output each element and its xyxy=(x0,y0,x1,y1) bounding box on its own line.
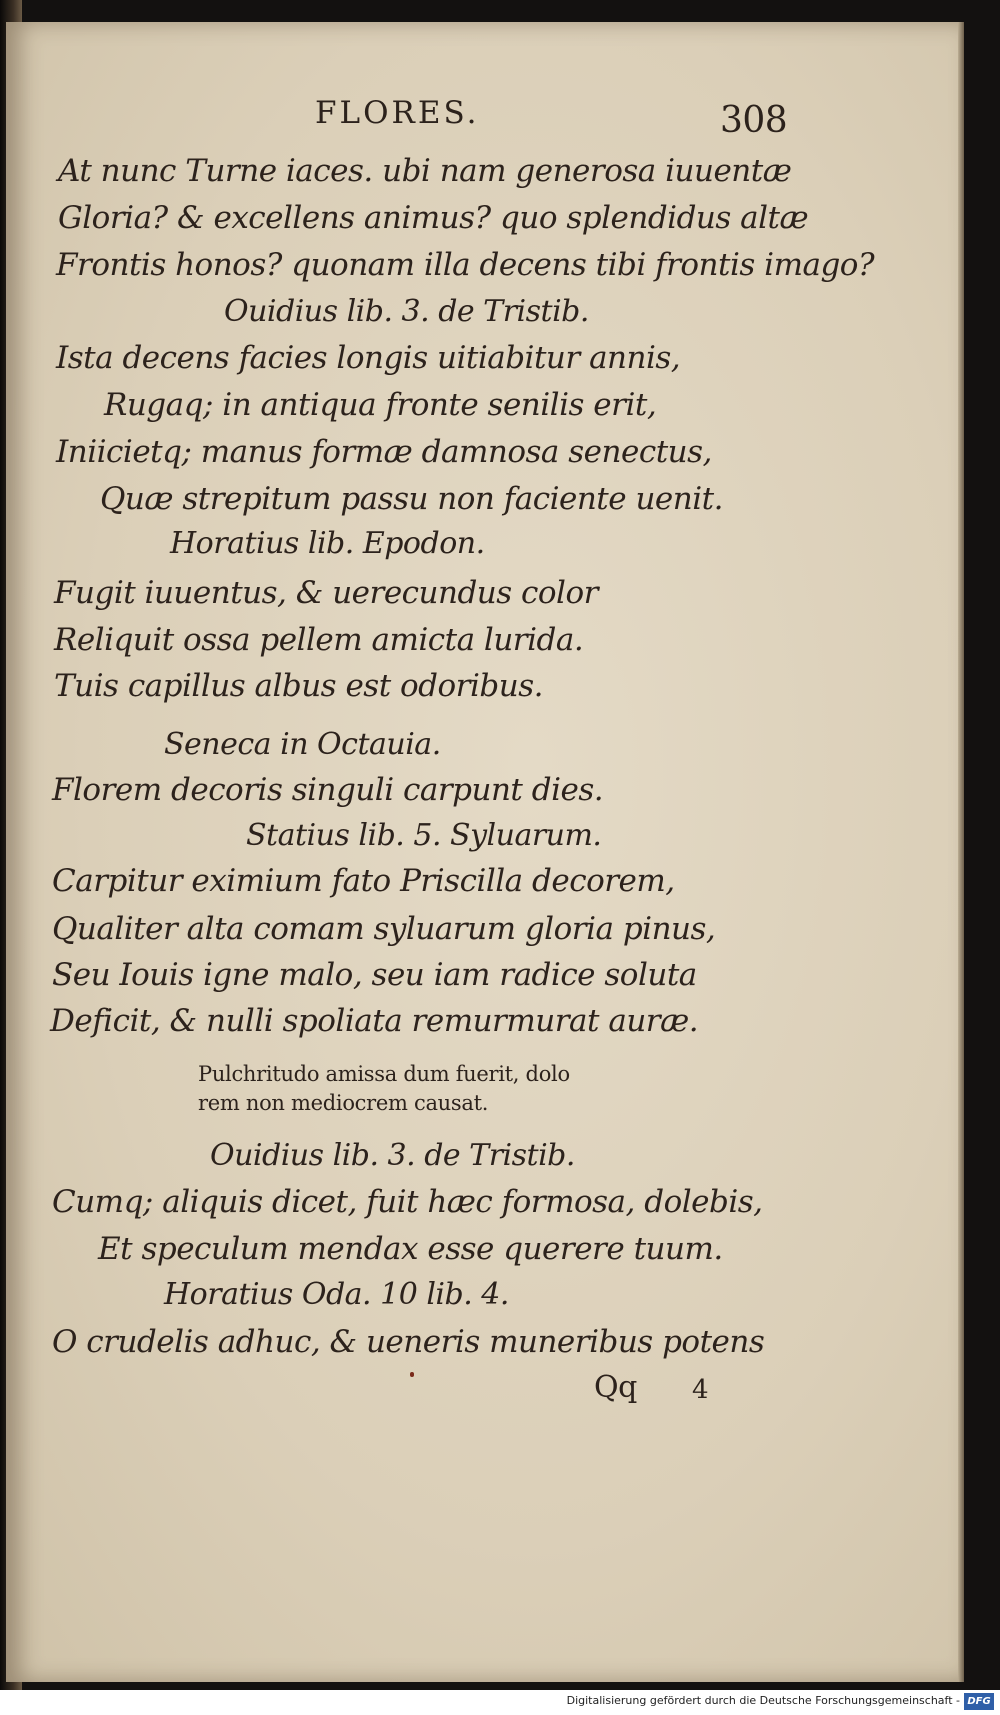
verse-line: Carpitur eximium fato Priscilla decorem, xyxy=(52,863,675,899)
verse-line: Reliquit ossa pellem amicta lurida. xyxy=(54,622,584,658)
source-citation: Statius lib. 5. Syluarum. xyxy=(246,818,602,853)
source-citation: Ouidius lib. 3. de Tristib. xyxy=(210,1138,575,1173)
dfg-logo: DFG xyxy=(964,1693,994,1710)
page-edge xyxy=(958,22,964,1682)
verse-line: Iniicietq; manus formæ damnosa senectus, xyxy=(56,434,712,470)
verse-line: Et speculum mendax esse querere tuum. xyxy=(98,1231,723,1267)
ink-mark xyxy=(410,1372,414,1377)
signature-number: 4 xyxy=(692,1375,709,1405)
verse-line: Florem decoris singuli carpunt dies. xyxy=(52,772,604,808)
page-number: 308 xyxy=(720,100,788,141)
running-head: FLORES. xyxy=(315,95,480,131)
verse-line: Fugit iuuentus, & uerecundus color xyxy=(54,575,598,611)
verse-line: Ista decens facies longis uitiabitur annis, xyxy=(56,340,681,376)
verse-line: Rugaq; in antiqua fronte senilis erit, xyxy=(104,387,657,423)
signature-mark: Qq xyxy=(594,1370,637,1405)
source-citation: Ouidius lib. 3. de Tristib. xyxy=(224,294,589,329)
verse-line: O crudelis adhuc, & ueneris muneribus potens xyxy=(52,1324,765,1360)
verse-line: Quæ strepitum passu non faciente uenit. xyxy=(100,481,723,517)
verse-line: Seu Iouis igne malo, seu iam radice soluta xyxy=(52,957,697,993)
verse-line: Gloria? & excellens animus? quo splendidus altæ xyxy=(58,200,809,236)
verse-line: At nunc Turne iaces. ubi nam generosa iuuentæ xyxy=(58,153,792,189)
verse-line: Deficit, & nulli spoliata remurmurat auræ. xyxy=(50,1003,699,1039)
source-citation: Horatius lib. Epodon. xyxy=(170,526,485,561)
funding-notice: Digitalisierung gefördert durch die Deutsche Forschungsgemeinschaft - xyxy=(566,1694,960,1707)
verse-line: Frontis honos? quonam illa decens tibi frontis imago? xyxy=(56,247,875,283)
footer-bar xyxy=(0,1690,1000,1715)
verse-line: Qualiter alta comam syluarum gloria pinus, xyxy=(52,911,716,947)
source-citation: Seneca in Octauia. xyxy=(164,727,441,762)
marginal-note: rem non mediocrem causat. xyxy=(198,1091,489,1115)
verse-line: Tuis capillus albus est odoribus. xyxy=(54,668,543,704)
marginal-note: Pulchritudo amissa dum fuerit, dolo xyxy=(198,1062,570,1086)
source-citation: Horatius Oda. 10 lib. 4. xyxy=(164,1277,509,1312)
verse-line: Cumq; aliquis dicet, fuit hæc formosa, dolebis, xyxy=(52,1184,763,1220)
